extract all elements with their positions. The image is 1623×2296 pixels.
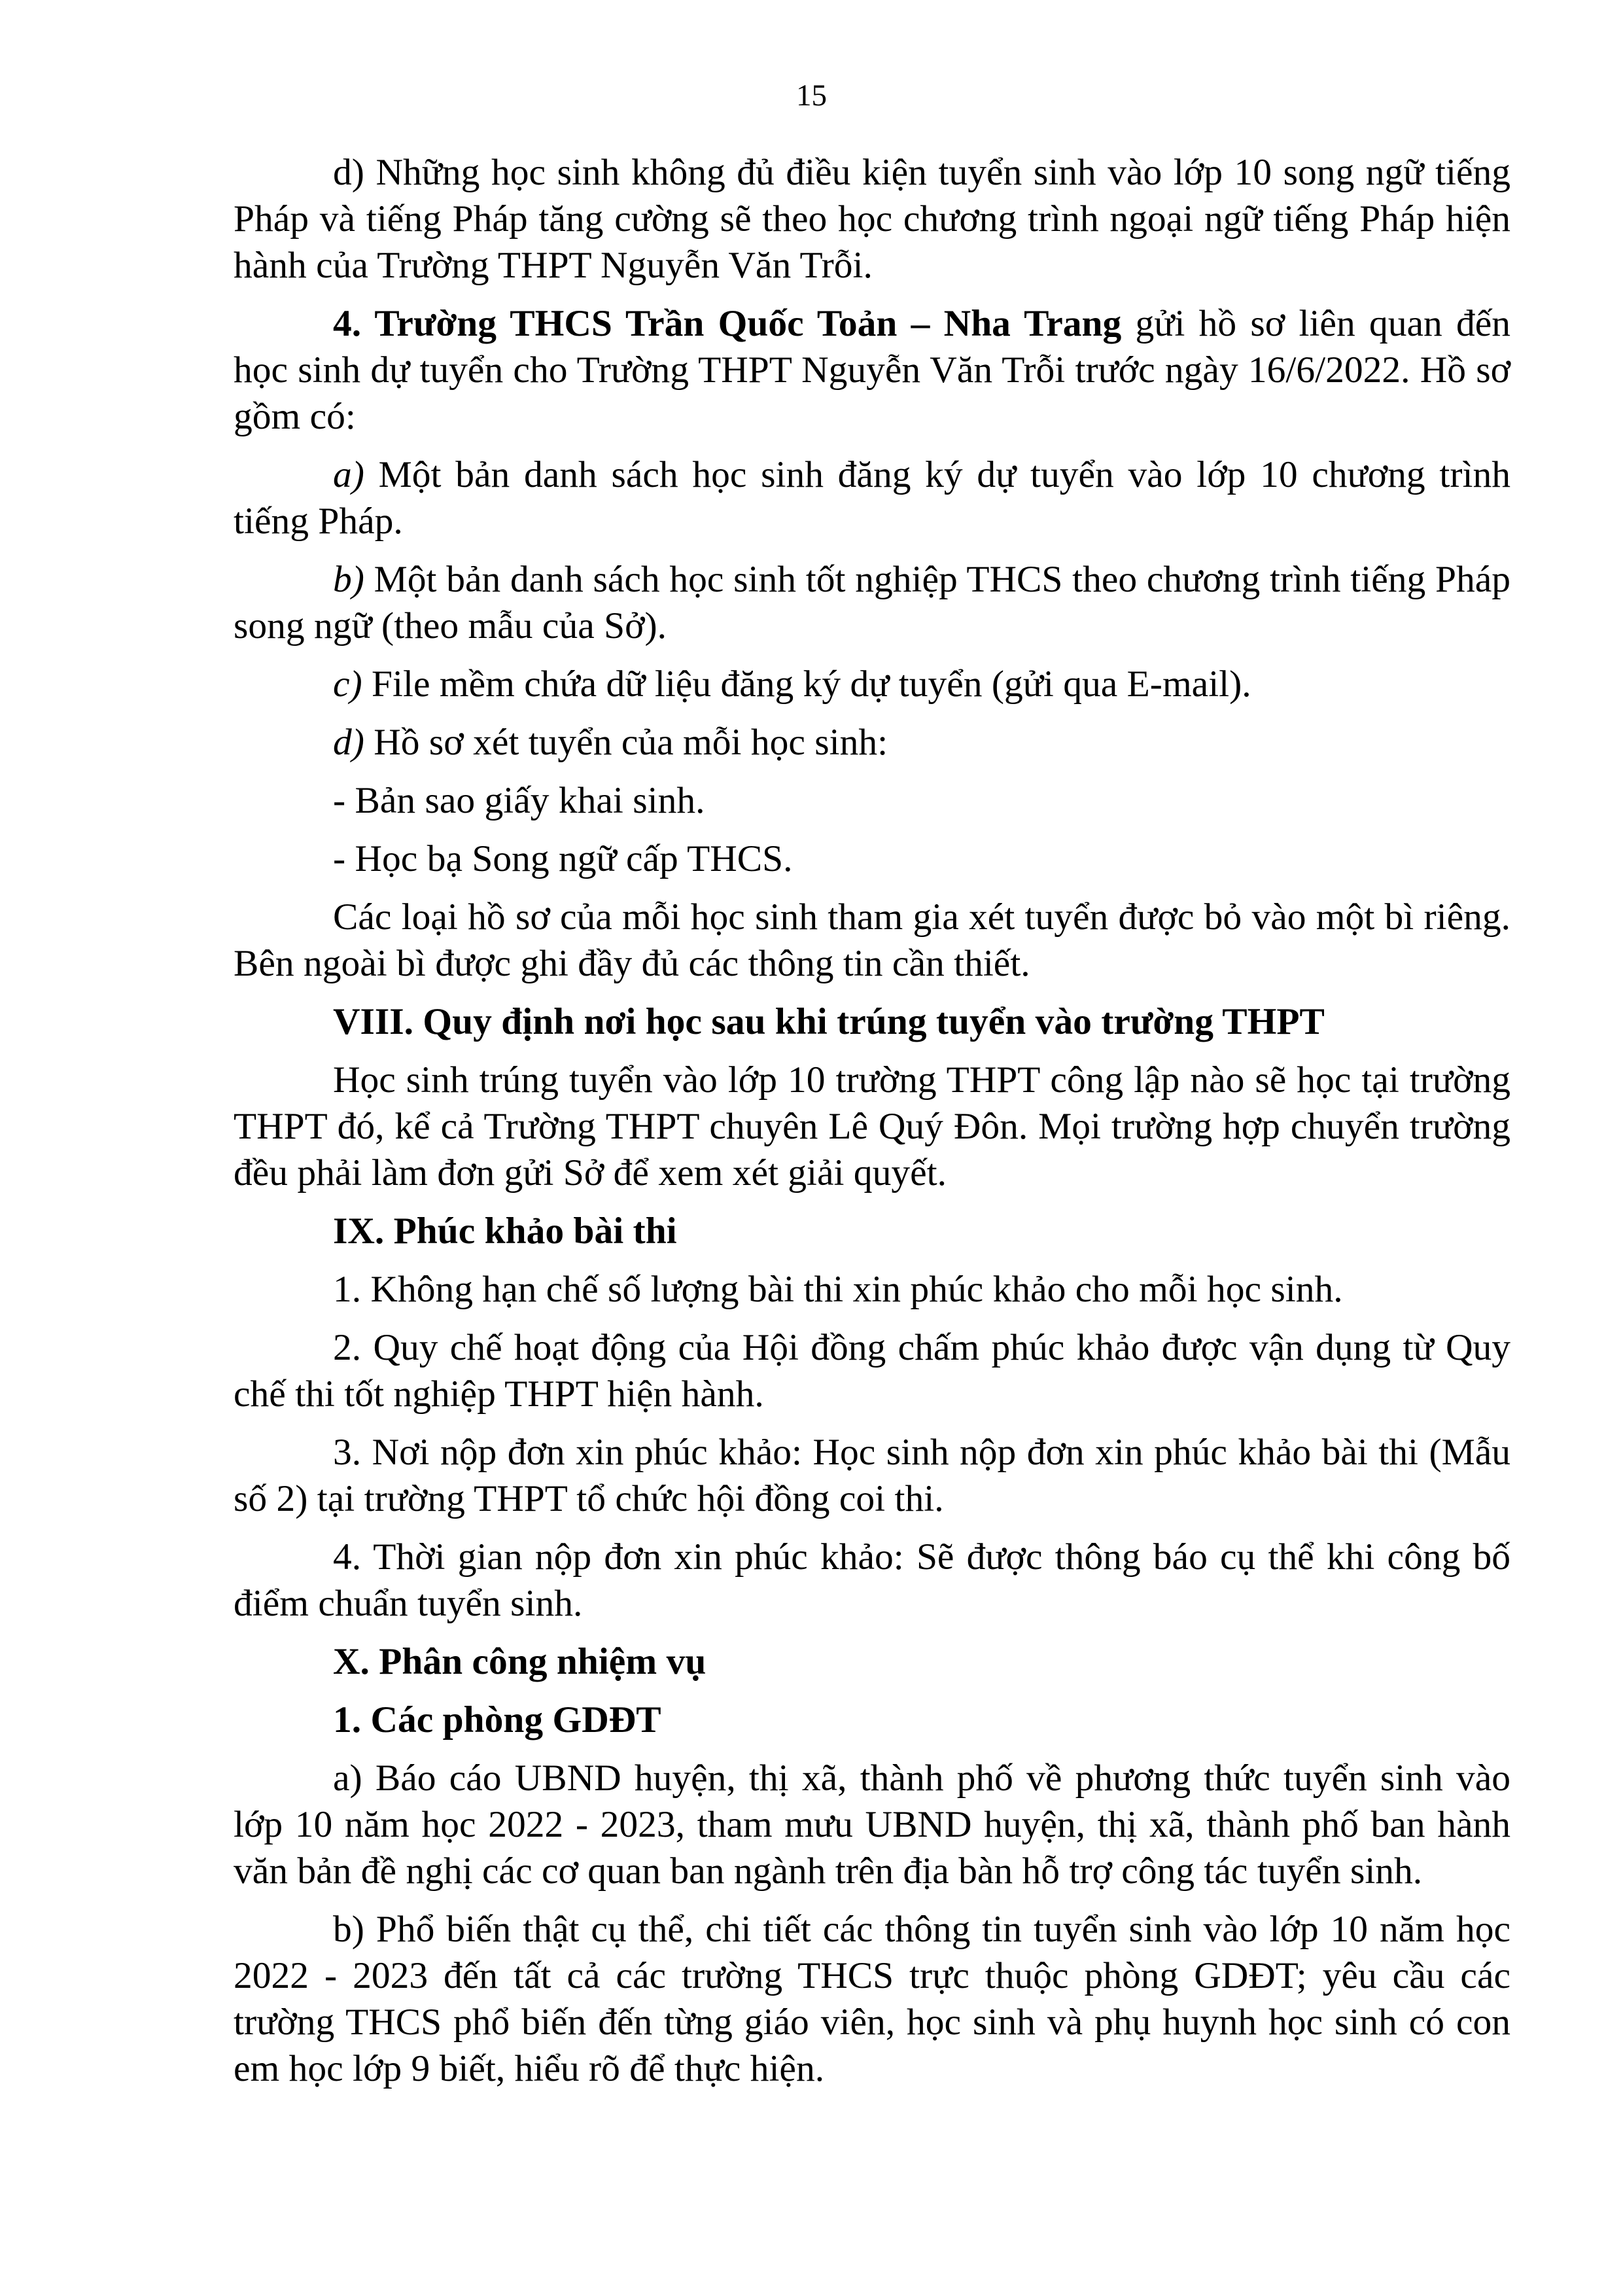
item-c-text: File mềm chứa dữ liệu đăng ký dự tuyển (gửi qua E-mail). xyxy=(362,663,1251,705)
item-b-label: b) xyxy=(333,559,364,600)
school-submission-text: gửi hồ sơ liên quan đến học sinh dự tuyển cho Trường THPT Nguyễn Văn Trỗi trước ngày 16/6/2022. Hồ sơ gồm có: xyxy=(234,303,1511,437)
item-b-text: Một bản danh sách học sinh tốt nghiệp THCS theo chương trình tiếng Pháp song ngữ (theo mẫu của Sở). xyxy=(234,559,1510,646)
section-heading-viii: VIII. Quy định nơi học sau khi trúng tuyển vào trường THPT xyxy=(333,1001,1325,1042)
school-name-bold: 4. Trường THCS Trần Quốc Toản – Nha Trang xyxy=(333,303,1122,344)
paragraph-item-d xyxy=(234,719,1510,766)
subsection-heading-x1: 1. Các phòng GDĐT xyxy=(333,1699,661,1740)
paragraph-item-c xyxy=(234,661,1510,707)
paragraph-envelope: Các loại hồ sơ của mỗi học sinh tham gia xét tuyển được bỏ vào một bì riêng. Bên ngoài bì được ghi đầy đủ các thông tin cần thiết. xyxy=(234,896,1510,984)
paragraph-item-b xyxy=(234,556,1510,649)
list-item-birth-certificate: - Bản sao giấy khai sinh. xyxy=(333,780,705,821)
document-body xyxy=(234,149,1510,2104)
paragraph-review-4: 4. Thời gian nộp đơn xin phúc khảo: Sẽ được thông báo cụ thể khi công bố điểm chuẩn tuyển sinh. xyxy=(234,1536,1510,1624)
section-heading-ix: IX. Phúc khảo bài thi xyxy=(333,1210,677,1252)
section-heading-x: X. Phân công nhiệm vụ xyxy=(333,1641,707,1682)
item-d-text: Hồ sơ xét tuyển của mỗi học sinh: xyxy=(364,722,888,763)
paragraph-item-a xyxy=(234,451,1510,544)
item-a-text: Một bản danh sách học sinh đăng ký dự tuyển vào lớp 10 chương trình tiếng Pháp. xyxy=(234,454,1510,542)
item-d-label: d) xyxy=(333,722,364,763)
item-a-label: a) xyxy=(333,454,364,495)
paragraph-school-submission xyxy=(234,300,1510,440)
list-item-transcript: - Học bạ Song ngữ cấp THCS. xyxy=(333,838,793,879)
paragraph-task-b: b) Phổ biến thật cụ thể, chi tiết các thông tin tuyển sinh vào lớp 10 năm học 2022 - 2023 đến tất cả các trường THCS trực thuộc phòng GDĐT; yêu cầu các trường THCS phổ biến đến từng giáo viên, học sinh và phụ huynh học sinh có con em học lớp 9 biết, hiểu rõ để thực hiện. xyxy=(234,1909,1510,2089)
item-c-label: c) xyxy=(333,663,362,705)
paragraph-study-placement: Học sinh trúng tuyển vào lớp 10 trường THPT công lập nào sẽ học tại trường THPT đó, kể cả Trường THPT chuyên Lê Quý Đôn. Mọi trường hợp chuyển trường đều phải làm đơn gửi Sở để xem xét giải quyết. xyxy=(234,1059,1510,1193)
paragraph-review-2: 2. Quy chế hoạt động của Hội đồng chấm phúc khảo được vận dụng từ Quy chế thi tốt nghiệp THPT hiện hành. xyxy=(234,1327,1510,1415)
paragraph-review-1: 1. Không hạn chế số lượng bài thi xin phúc khảo cho mỗi học sinh. xyxy=(333,1269,1343,1310)
paragraph-review-3: 3. Nơi nộp đơn xin phúc khảo: Học sinh nộp đơn xin phúc khảo bài thi (Mẫu số 2) tại trường THPT tổ chức hội đồng coi thi. xyxy=(234,1432,1510,1519)
page-number: 15 xyxy=(796,79,827,113)
paragraph-enrollment-fallback: d) Những học sinh không đủ điều kiện tuyển sinh vào lớp 10 song ngữ tiếng Pháp và tiếng Pháp tăng cường sẽ theo học chương trình ngoại ngữ tiếng Pháp hiện hành của Trường THPT Nguyễn Văn Trỗi. xyxy=(234,152,1510,286)
paragraph-task-a: a) Báo cáo UBND huyện, thị xã, thành phố về phương thức tuyển sinh vào lớp 10 năm học 2022 - 2023, tham mưu UBND huyện, thị xã, thành phố ban hành văn bản đề nghị các cơ quan ban ngành trên địa bàn hỗ trợ công tác tuyển sinh. xyxy=(234,1757,1510,1892)
